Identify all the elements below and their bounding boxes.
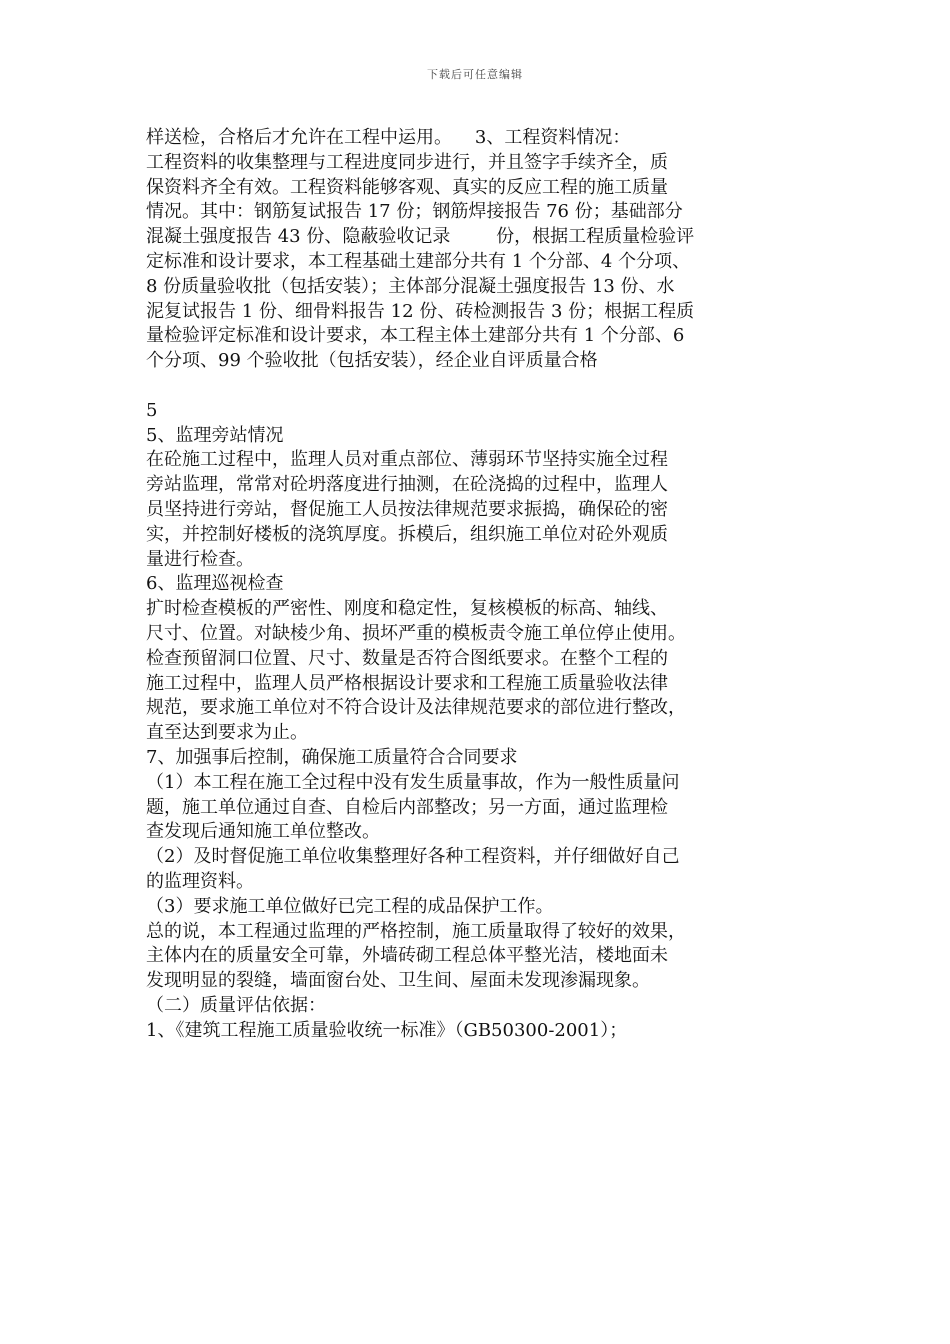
text-line: 员坚持进行旁站，督促施工人员按法律规范要求振捣，确保砼的密 (146, 498, 668, 520)
page-header-note: 下载后可任意编辑 (427, 68, 523, 81)
section-heading: 7、加强事后控制，确保施工质量符合合同要求 (146, 746, 518, 768)
text-line: 的监理资料。 (146, 870, 254, 892)
document-body (146, 126, 826, 1043)
text-line: 尺寸、位置。对缺棱少角、损坏严重的模板责令施工单位停止使用。 (146, 622, 686, 644)
text-line: （1）本工程在施工全过程中没有发生质量事故，作为一般性质量问 (146, 771, 680, 793)
text-line: 实，并控制好楼板的浇筑厚度。拆模后，组织施工单位对砼外观质 (146, 523, 668, 545)
text-line: 1、《建筑工程施工质量验收统一标准》（GB50300-2001）； (146, 1019, 628, 1041)
text-line: （3）要求施工单位做好已完工程的成品保护工作。 (146, 895, 554, 917)
text-line: 工程资料的收集整理与工程进度同步进行，并且签字手续齐全，质 (146, 151, 668, 173)
text-line: 总的说，本工程通过监理的严格控制，施工质量取得了较好的效果， (146, 920, 686, 942)
text-line: 泥复试报告 1 份、细骨料报告 12 份、砖检测报告 3 份；根据工程质 (146, 300, 695, 322)
page-number-line: 5 (146, 399, 158, 421)
text-line: 检查预留洞口位置、尺寸、数量是否符合图纸要求。在整个工程的 (146, 647, 668, 669)
text-line: 扩时检查模板的严密性、刚度和稳定性，复核模板的标高、轴线、 (146, 598, 668, 620)
text-line: 保资料齐全有效。工程资料能够客观、真实的反应工程的施工质量 (146, 176, 668, 198)
text-line: 查发现后通知施工单位整改。 (146, 821, 380, 843)
text-line: （2）及时督促施工单位收集整理好各种工程资料，并仔细做好自己 (146, 846, 680, 868)
section-heading: 5、监理旁站情况 (146, 424, 284, 446)
text-line: 定标准和设计要求，本工程基础土建部分共有 1 个分部、4 个分项、 (146, 250, 691, 272)
text-line: 情况。其中：钢筋复试报告 17 份；钢筋焊接报告 76 份；基础部分 (146, 201, 683, 223)
section-heading: 6、监理巡视检查 (146, 573, 284, 595)
text-line: 量进行检查。 (146, 548, 254, 570)
text-line: 发现明显的裂缝，墙面窗台处、卫生间、屋面未发现渗漏现象。 (146, 970, 650, 992)
text-line: 旁站监理，常常对砼坍落度进行抽测，在砼浇捣的过程中，监理人 (146, 474, 668, 496)
text-line: 个分项、99 个验收批（包括安装），经企业自评质量合格 (146, 350, 598, 372)
section-heading: （二）质量评估依据： (146, 994, 326, 1016)
text-line: 8 份质量验收批（包括安装）；主体部分混凝土强度报告 13 份、水 (146, 275, 675, 297)
text-line: 量检验评定标准和设计要求，本工程主体土建部分共有 1 个分部、6 (146, 325, 685, 347)
text-line: 题，施工单位通过自查、自检后内部整改；另一方面，通过监理检 (146, 796, 668, 818)
text-line: 直至达到要求为止。 (146, 722, 308, 744)
text-line: 施工过程中，监理人员严格根据设计要求和工程施工质量验收法律 (146, 672, 668, 694)
text-line: 样送检，合格后才允许在工程中运用。 3、工程资料情况： (146, 127, 631, 148)
blank-line (146, 374, 826, 399)
text-line: 主体内在的质量安全可靠，外墙砖砌工程总体平整光洁，楼地面未 (146, 945, 668, 967)
text-line: 混凝土强度报告 43 份、隐蔽验收记录 份，根据工程质量检验评 (146, 226, 695, 248)
text-line: 在砼施工过程中，监理人员对重点部位、薄弱环节坚持实施全过程 (146, 449, 668, 471)
text-line: 规范，要求施工单位对不符合设计及法律规范要求的部位进行整改， (146, 697, 686, 719)
